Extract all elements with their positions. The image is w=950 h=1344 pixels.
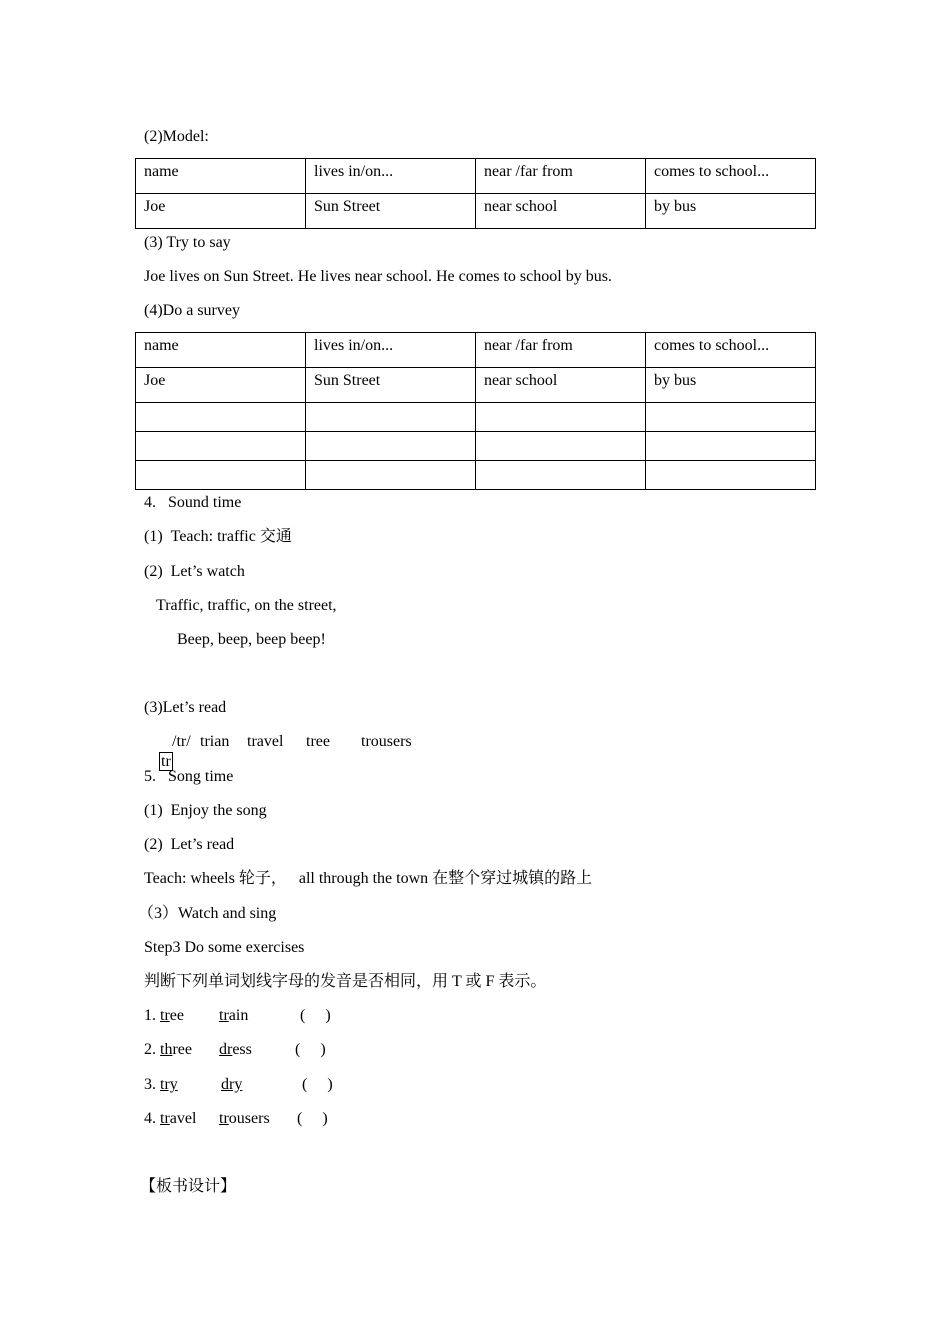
cell-lives: Sun Street — [306, 368, 476, 403]
empty-cell — [476, 432, 646, 461]
header-comes: comes to school... — [646, 333, 816, 368]
exercise-item — [144, 1075, 178, 1095]
header-lives: lives in/on... — [306, 159, 476, 194]
exercise-item — [144, 1006, 184, 1026]
underlined-letters: th — [160, 1041, 173, 1058]
header-near-far: near /far from — [476, 333, 646, 368]
exercise-word-2 — [219, 1006, 248, 1026]
answer-blank[interactable]: ( ) — [295, 1041, 326, 1058]
model-heading: (2)Model: — [144, 128, 209, 145]
answer-blank[interactable]: ( ) — [300, 1007, 331, 1024]
underlined-letters: tr — [160, 1007, 170, 1024]
underlined-letters: dr — [219, 1041, 233, 1058]
enjoy-song: (1) Enjoy the song — [144, 802, 267, 819]
table-row-empty — [136, 461, 816, 490]
survey-table — [135, 332, 816, 490]
survey-heading: (4)Do a survey — [144, 302, 240, 319]
table-row-empty — [136, 432, 816, 461]
underlined-letters: dry — [221, 1076, 243, 1093]
table-row-empty — [136, 403, 816, 432]
empty-cell — [476, 403, 646, 432]
word-rest: ree — [172, 1041, 192, 1058]
empty-cell — [646, 403, 816, 432]
word-rest: ee — [169, 1007, 184, 1024]
word-tree: tree — [306, 733, 330, 750]
word-rest: ess — [232, 1041, 252, 1058]
header-comes: comes to school... — [646, 159, 816, 194]
exercise-number: 1. — [144, 1007, 156, 1024]
underlined-letters: tr — [219, 1110, 229, 1127]
chant-line-1: Traffic, traffic, on the street, — [156, 597, 337, 614]
cell-name: Joe — [136, 368, 306, 403]
board-design-heading: 【板书设计】 — [140, 1178, 237, 1195]
sound-time-heading: 4. Sound time — [144, 494, 242, 511]
model-table — [135, 158, 816, 229]
exercise-number: 3. — [144, 1076, 156, 1093]
underlined-letters: tr — [219, 1007, 229, 1024]
table-row — [136, 194, 816, 229]
watch-and-sing: （3）Watch and sing — [138, 905, 277, 922]
exercise-instruction: 判断下列单词划线字母的发音是否相同，用 T 或 F 表示。 — [144, 973, 547, 990]
cell-comes: by bus — [646, 368, 816, 403]
empty-cell — [646, 461, 816, 490]
cell-near-far: near school — [476, 368, 646, 403]
underlined-letters: try — [160, 1076, 178, 1093]
answer-blank[interactable]: ( ) — [297, 1110, 328, 1127]
exercise-word-2 — [221, 1075, 242, 1095]
header-name: name — [136, 333, 306, 368]
teach-traffic: (1) Teach: traffic 交通 — [144, 528, 292, 545]
exercise-word-2 — [219, 1109, 270, 1129]
lets-watch: (2) Let’s watch — [144, 563, 245, 580]
phonetic: /tr/ — [172, 733, 191, 750]
lets-read-heading: (3)Let’s read — [144, 699, 227, 716]
step3-heading: Step3 Do some exercises — [144, 939, 305, 956]
empty-cell — [136, 432, 306, 461]
answer-blank[interactable]: ( ) — [302, 1076, 333, 1093]
cell-near-far: near school — [476, 194, 646, 229]
word-trian: trian — [200, 733, 230, 750]
empty-cell — [136, 403, 306, 432]
song-time-heading: 5. Song time — [144, 768, 234, 785]
header-lives: lives in/on... — [306, 333, 476, 368]
word-rest: avel — [169, 1110, 197, 1127]
try-sentence: Joe lives on Sun Street. He lives near school. He comes to school by bus. — [144, 268, 612, 285]
word-rest: ain — [228, 1007, 249, 1024]
word-travel: travel — [247, 733, 284, 750]
exercise-item — [144, 1040, 192, 1060]
empty-cell — [306, 461, 476, 490]
empty-cell — [476, 461, 646, 490]
cell-comes: by bus — [646, 194, 816, 229]
cell-name: Joe — [136, 194, 306, 229]
empty-cell — [136, 461, 306, 490]
chant-line-2: Beep, beep, beep beep! — [177, 631, 326, 648]
boxed-letters: tr — [161, 753, 171, 770]
empty-cell — [306, 432, 476, 461]
underlined-letters: tr — [160, 1110, 170, 1127]
empty-cell — [646, 432, 816, 461]
table-header-row — [136, 159, 816, 194]
table-header-row — [136, 333, 816, 368]
table-row — [136, 368, 816, 403]
word-rest: ousers — [228, 1110, 270, 1127]
exercise-number: 4. — [144, 1110, 156, 1127]
word-trousers: trousers — [361, 733, 412, 750]
exercise-number: 2. — [144, 1041, 156, 1058]
read-line — [151, 732, 173, 772]
empty-cell — [306, 403, 476, 432]
song-lets-read: (2) Let’s read — [144, 836, 235, 853]
teach-wheels: Teach: wheels 轮子， all through the town 在整个穿过城镇的路上 — [144, 870, 593, 887]
exercise-item — [144, 1109, 196, 1129]
exercise-word-2 — [219, 1040, 252, 1060]
cell-lives: Sun Street — [306, 194, 476, 229]
header-near-far: near /far from — [476, 159, 646, 194]
try-heading: (3) Try to say — [144, 234, 231, 251]
header-name: name — [136, 159, 306, 194]
